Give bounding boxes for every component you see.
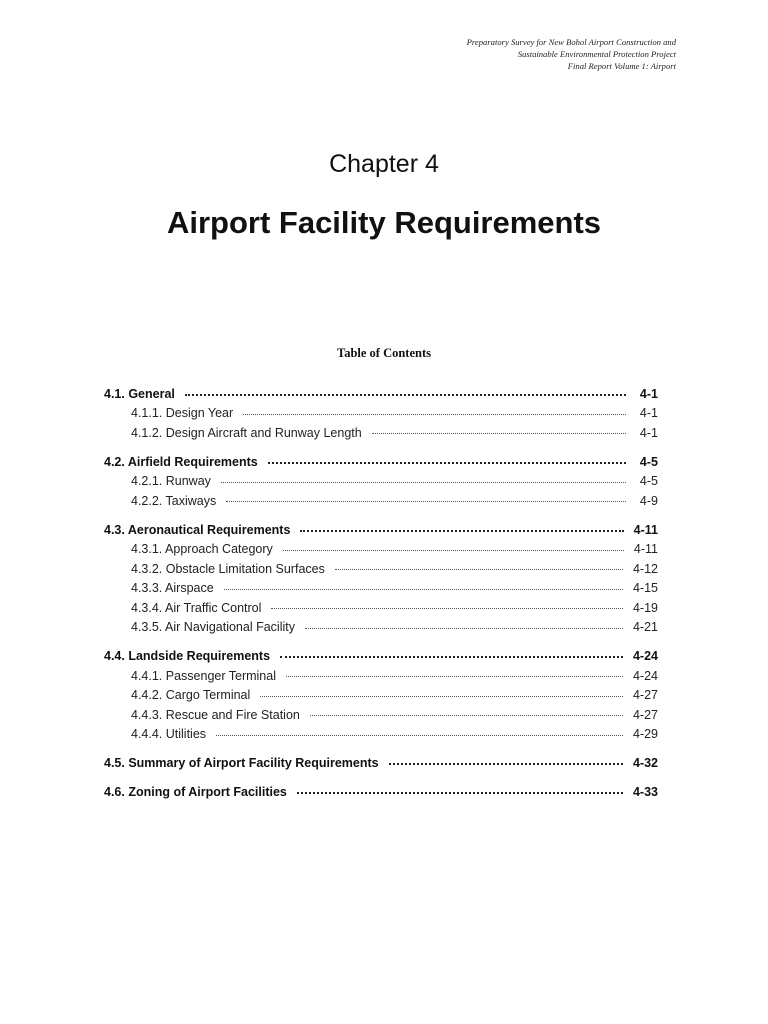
toc-entry-page: 4-33: [632, 785, 658, 800]
toc-entry-title: 4.2.1. Runway: [131, 474, 211, 489]
toc-entry-title: 4.1.2. Design Aircraft and Runway Length: [131, 425, 362, 440]
toc-entry-page: 4-27: [632, 688, 658, 703]
toc-entry-title: 4.4.3. Rescue and Fire Station: [131, 707, 300, 722]
toc-entry-title: 4.3.4. Air Traffic Control: [131, 600, 262, 615]
chapter-title: Airport Facility Requirements: [166, 205, 602, 240]
toc-section-entry[interactable]: [104, 384, 658, 404]
toc-subsection-entry[interactable]: [104, 559, 658, 579]
toc-entry-page: 4-21: [632, 620, 658, 635]
dot-leader: [283, 550, 624, 551]
dot-leader: [243, 414, 626, 415]
toc-entry-page: 4-15: [632, 581, 658, 596]
toc-subsection-entry[interactable]: [104, 579, 658, 599]
running-header: [467, 36, 676, 72]
dot-leader: [260, 696, 623, 697]
toc-subsection-entry[interactable]: [104, 423, 658, 443]
toc-entry-title: 4.4.2. Cargo Terminal: [131, 688, 251, 703]
toc-subsection-entry[interactable]: [104, 686, 658, 706]
dot-leader: [185, 394, 626, 396]
toc-entry-page: 4-5: [639, 454, 658, 469]
toc-entry-page: 4-11: [633, 542, 658, 557]
toc-section-entry[interactable]: [104, 783, 658, 803]
toc-subsection-entry[interactable]: [104, 666, 658, 686]
header-line-3: Final Report Volume 1: Airport: [567, 61, 676, 71]
toc-entry-title: 4.5. Summary of Airport Facility Requirements: [104, 756, 379, 771]
dot-leader: [335, 569, 623, 570]
toc-subsection-entry[interactable]: [104, 540, 658, 560]
toc-entry-title: 4.4.1. Passenger Terminal: [131, 668, 276, 683]
toc-entry-page: 4-32: [632, 756, 658, 771]
toc-section-entry[interactable]: [104, 754, 658, 774]
dot-leader: [226, 501, 626, 502]
toc-entry-title: 4.6. Zoning of Airport Facilities: [104, 785, 287, 800]
toc-entry-title: 4.2.2. Taxiways: [131, 493, 217, 508]
toc-entry-page: 4-9: [639, 493, 658, 508]
dot-leader: [305, 628, 623, 629]
dot-leader: [216, 735, 623, 736]
toc-subsection-entry[interactable]: [104, 725, 658, 745]
toc-subsection-entry[interactable]: [104, 598, 658, 618]
dot-leader: [372, 433, 626, 434]
toc-entry-page: 4-12: [632, 561, 658, 576]
toc-entry-page: 4-1: [639, 386, 658, 401]
header-line-2: Sustainable Environmental Protection Project: [517, 49, 676, 59]
toc-section-entry[interactable]: [104, 452, 658, 472]
dot-leader: [300, 530, 623, 532]
toc-subsection-entry[interactable]: [104, 618, 658, 638]
toc-entry-title: 4.4.4. Utilities: [131, 727, 207, 742]
dot-leader: [297, 792, 623, 794]
toc-entry-page: 4-29: [632, 727, 658, 742]
toc-entry-title: 4.1.1. Design Year: [131, 406, 234, 421]
toc-entry-title: 4.3.5. Air Navigational Facility: [131, 620, 295, 635]
toc-subsection-entry[interactable]: [104, 491, 658, 511]
dot-leader: [310, 715, 623, 716]
toc-entry-page: 4-11: [633, 522, 658, 537]
toc-entry-page: 4-5: [639, 474, 658, 489]
dot-leader: [224, 589, 623, 590]
dot-leader: [286, 676, 623, 677]
toc-entry-page: 4-19: [632, 600, 658, 615]
toc-section-entry[interactable]: [104, 520, 658, 540]
toc-entry-page: 4-1: [639, 406, 658, 421]
header-line-1: Preparatory Survey for New Bohol Airport Construction and: [466, 37, 676, 47]
toc-heading: Table of Contents: [337, 346, 431, 360]
toc-entry-title: 4.2. Airfield Requirements: [104, 454, 258, 469]
dot-leader: [268, 462, 626, 464]
toc-entry-title: 4.1. General: [104, 386, 175, 401]
dot-leader: [280, 656, 623, 658]
toc-subsection-entry[interactable]: [104, 705, 658, 725]
table-of-contents: [104, 384, 658, 802]
toc-entry-page: 4-24: [632, 668, 658, 683]
chapter-label: Chapter 4: [329, 150, 439, 178]
toc-entry-page: 4-24: [632, 649, 658, 664]
toc-subsection-entry[interactable]: [104, 404, 658, 424]
toc-subsection-entry[interactable]: [104, 472, 658, 492]
toc-section-entry[interactable]: [104, 647, 658, 667]
dot-leader: [271, 608, 623, 609]
toc-entry-title: 4.3.2. Obstacle Limitation Surfaces: [131, 561, 325, 576]
toc-entry-title: 4.3.1. Approach Category: [131, 542, 273, 557]
toc-entry-page: 4-1: [639, 425, 658, 440]
toc-entry-title: 4.4. Landside Requirements: [104, 649, 271, 664]
toc-entry-title: 4.3.3. Airspace: [131, 581, 214, 596]
toc-entry-page: 4-27: [632, 707, 658, 722]
toc-entry-title: 4.3. Aeronautical Requirements: [104, 522, 291, 537]
dot-leader: [389, 763, 623, 765]
dot-leader: [221, 482, 626, 483]
